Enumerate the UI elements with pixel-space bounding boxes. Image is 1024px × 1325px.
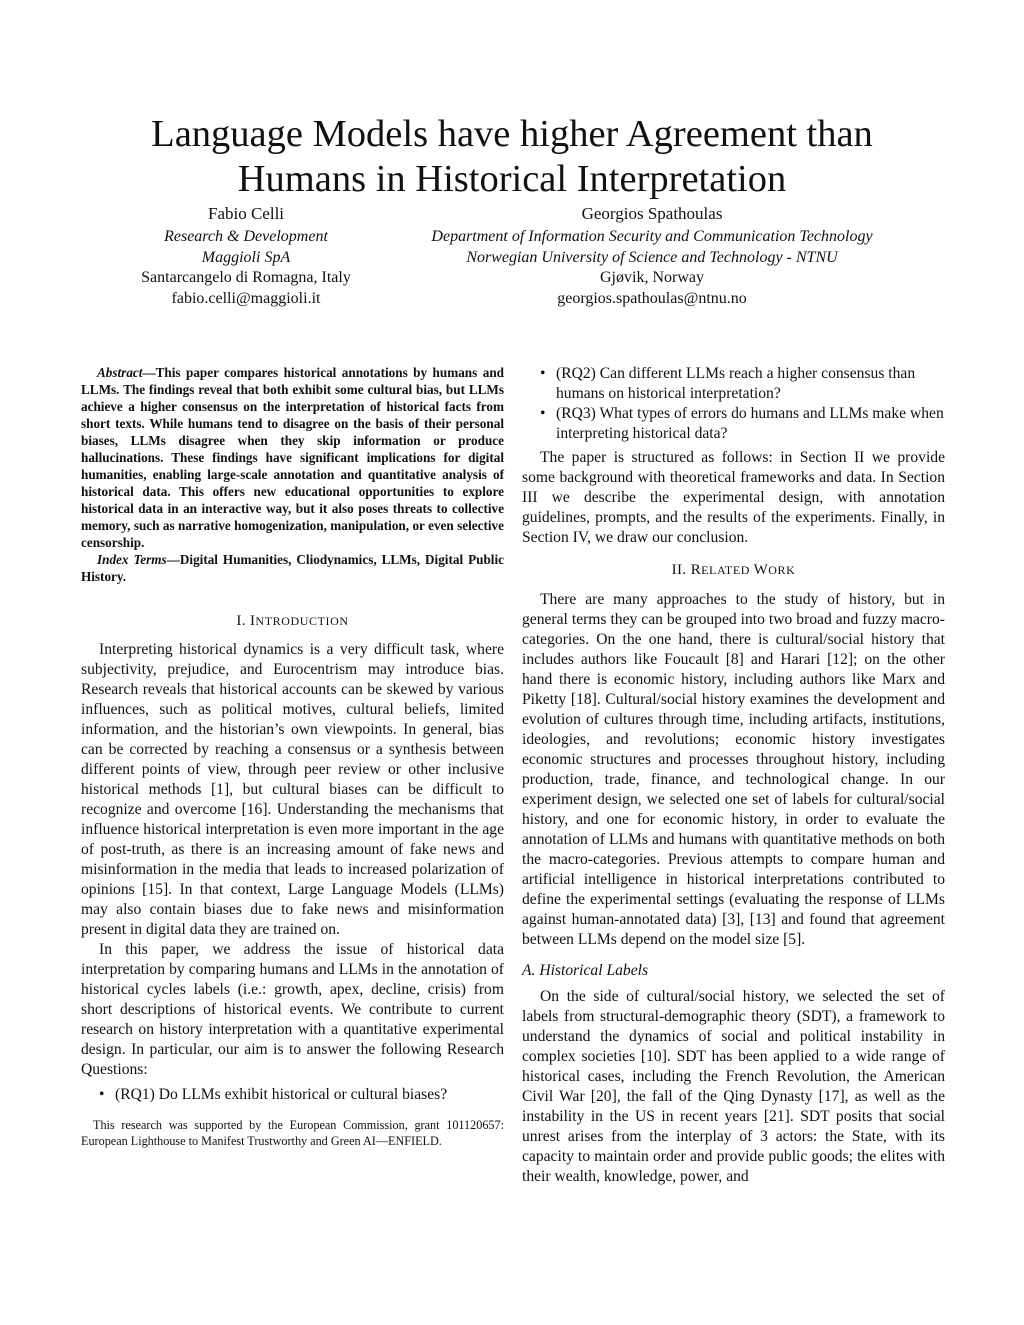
intro-paragraph-1: Interpreting historical dynamics is a very difficult task, where subjectivity, prejudice, and Eurocentrism may introduce bias. Research reveals that historical accounts can be skewed by various influences, such as political motives, cultural beliefs, limited information, and the historian’s own viewpoints. In general, bias can be corrected by reaching a consensus or a synthesis between different points of view, through peer review or other inclusive historical methods [1], but cultural biases can be difficult to recognize and overcome [16]. Understanding the mechanisms that influence historical interpretation is even more important in the age of post-truth, as there is an increasing amount of fake news and misinformation in the media that leads to increased polarization of opinions [15]. In that context, Large Language Models (LLMs) may also contain biases due to fake news and misinformation present in digital data they are trained on. [81,641,504,938]
research-questions-list-continued [522,364,945,444]
author-affiliation: Research & Development [164,228,328,245]
related-paragraph-1: There are many approaches to the study of history, but in general terms they can be grouped into two broad and fuzzy macro-categories. On the one hand, there is cultural/social history that includes authors like Foucault [8] and Harari [12]; on the other hand there is economic history, including authors like Marx and Piketty [18]. Cultural/social history examines the development and evolution of cultures through time, including artifacts, institutions, ideologies, and revolutions; economic history investigates economic structures and processes throughout history, including production, trade, finance, and technological change. In our experiment design, we selected one set of labels for cultural/social history, and one for economic history, in order to evaluate the annotation of LLMs and humans with quantitative methods on both the macro-categories. Previous attempts to compare human and artificial intelligence in historical interpretations contributed to define the experimental settings (evaluating the response of LLMs against human-annotated data) [3], [13] and found that agreement between LLMs depend on the model size [5]. [522,591,945,948]
list-item: • (RQ3) What types of errors do humans and LLMs make when interpreting historical data? [540,405,944,442]
author-email[interactable]: georgios.spathoulas@ntnu.no [557,289,747,307]
author-location: Gjøvik, Norway [600,269,704,287]
author-affiliation: Department of Information Security and Communication Technology [431,228,873,245]
footnote: This research was supported by the European Commission, grant 101120657: European Lighthouse to Manifest Trustworthy and Green AI—ENFIELD. [81,1118,504,1148]
left-column [81,364,504,1149]
abstract-text: —This paper compares historical annotations by humans and LLMs. The findings reveal that both exhibit some cultural bias, but LLMs achieve a higher consensus on the interpretation of historical facts from short texts. While humans tend to disagree on the basis of their personal biases, LLMs disagree when they skip information or produce hallucinations. These findings have significant implications for digital humanities, enabling large-scale annotation and quantitative analysis of historical data. This offers new educational opportunities to explore historical data in an interactive way, but it also poses threats to collective memory, such as narrative homogenization, manipulation, or even selective censorship. [81,365,504,550]
title-line-1: Language Models have higher Agreement than [151,112,873,155]
title-line-2: Humans in Historical Interpretation [237,157,787,200]
index-terms-label: Index Terms [97,552,167,567]
list-item: • (RQ1) Do LLMs exhibit historical or cultural biases? [99,1086,448,1103]
abstract [81,364,504,551]
list-item: • (RQ2) Can different LLMs reach a higher consensus than humans on historical interpretation? [540,365,916,402]
author-name: Georgios Spathoulas [581,204,723,223]
subsection-heading-historical-labels: A. Historical Labels [522,962,649,979]
abstract-label: Abstract [97,365,143,380]
right-column [522,364,945,1187]
author-email[interactable]: fabio.celli@maggioli.it [171,289,321,307]
related-paragraph-2: On the side of cultural/social history, we selected the set of labels from structural-demographic theory (SDT), a framework to understand the dynamics of social and political instability in complex societies [10]. SDT has been applied to a wide range of historical cases, including the French Revolution, the American Civil War [20], the fall of the Qing Dynasty [17], as well as the instability in the US in recent years [21]. SDT posits that social unrest arises from the interplay of 3 actors: the State, with its capacity to maintain order and provide public goods; the elites with their wealth, knowledge, power, and [522,988,945,1185]
author-name: Fabio Celli [207,204,285,223]
section-heading-introduction: I. INTRODUCTION [236,613,349,629]
paper-title [60,112,964,202]
index-terms-text: —Digital Humanities, Cliodynamics, LLMs, Digital Public History. [81,552,504,584]
intro-paragraph-3: The paper is structured as follows: in Section II we provide some background with theoretical frameworks and data. In Section III we describe the experimental design, with annotation guidelines, prompts, and the results of the experiments. Finally, in Section IV, we draw our conclusion. [522,449,945,546]
bullet-icon: • [99,1086,105,1103]
bullet-icon: • [540,405,546,422]
intro-paragraph-2: In this paper, we address the issue of historical data interpretation by comparing humans and LLMs in the annotation of historical cycles labels (i.e.: growth, apex, decline, crisis) from short descriptions of historical events. We contribute to current research on history interpretation with a quantitative experimental design. In particular, our aim is to answer the following Research Questions: [81,941,504,1078]
author-location: Santarcangelo di Romagna, Italy [141,269,351,287]
author-block-2 [380,203,924,309]
index-terms [81,551,504,585]
author-block-1 [86,203,406,309]
author-organization: Maggioli SpA [201,248,291,266]
research-questions-list [81,1085,504,1105]
section-heading-related-work: II. RELATED WORK [671,562,796,578]
bullet-icon: • [540,365,546,382]
author-organization: Norwegian University of Science and Technology - NTNU [466,248,838,266]
